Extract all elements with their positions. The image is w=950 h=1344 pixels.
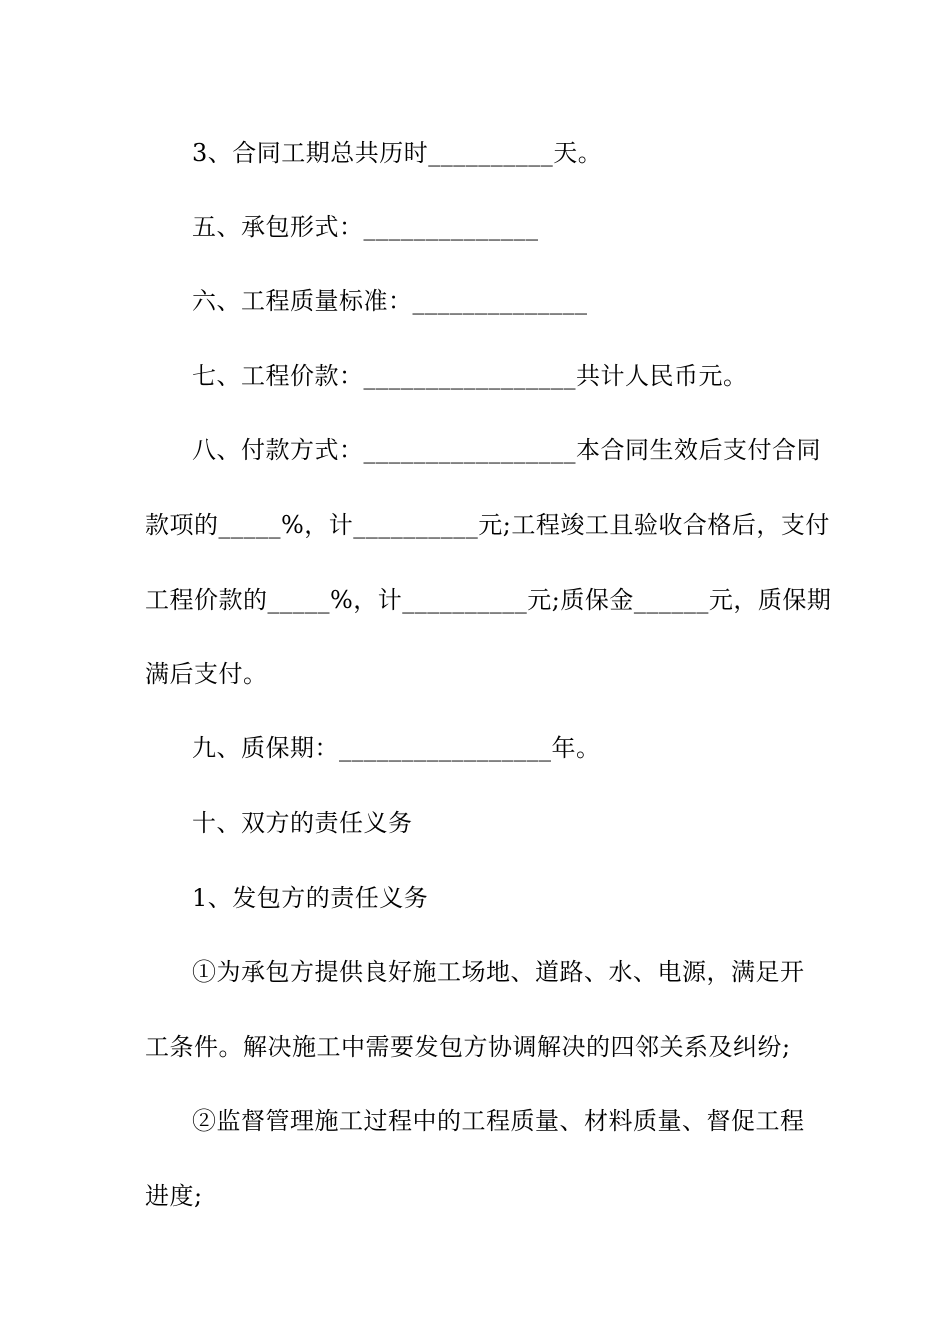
duty-1-line-2: 工条件。解决施工中需要发包方协调解决的四邻关系及纠纷; — [145, 1033, 791, 1061]
duty-2-line-1: ②监督管理施工过程中的工程质量、材料质量、督促工程 — [192, 1107, 805, 1135]
clause-8-payment-line-3: 工程价款的_____%，计__________元;质保金______元，质保期 — [145, 586, 832, 614]
clause-9-warranty-period: 九、质保期：_________________年。 — [192, 734, 601, 762]
clause-8-payment-line-4: 满后支付。 — [145, 660, 268, 688]
clause-5-contract-form: 五、承包形式：______________ — [192, 213, 539, 241]
duty-2-line-2: 进度; — [145, 1182, 203, 1210]
clause-3-duration: 3、合同工期总共历时__________天。 — [192, 139, 603, 167]
clause-8-payment-line-2: 款项的_____%，计__________元;工程竣工且验收合格后，支付 — [145, 511, 830, 539]
clause-10-1-heading: 1、发包方的责任义务 — [192, 884, 429, 912]
clause-8-payment-line-1: 八、付款方式：_________________本合同生效后支付合同 — [192, 436, 821, 464]
clause-10-heading: 十、双方的责任义务 — [192, 809, 413, 837]
duty-1-line-1: ①为承包方提供良好施工场地、道路、水、电源，满足开 — [192, 958, 805, 986]
clause-6-quality-standard: 六、工程质量标准：______________ — [192, 287, 588, 315]
clause-7-price: 七、工程价款：_________________共计人民币元。 — [192, 362, 748, 390]
